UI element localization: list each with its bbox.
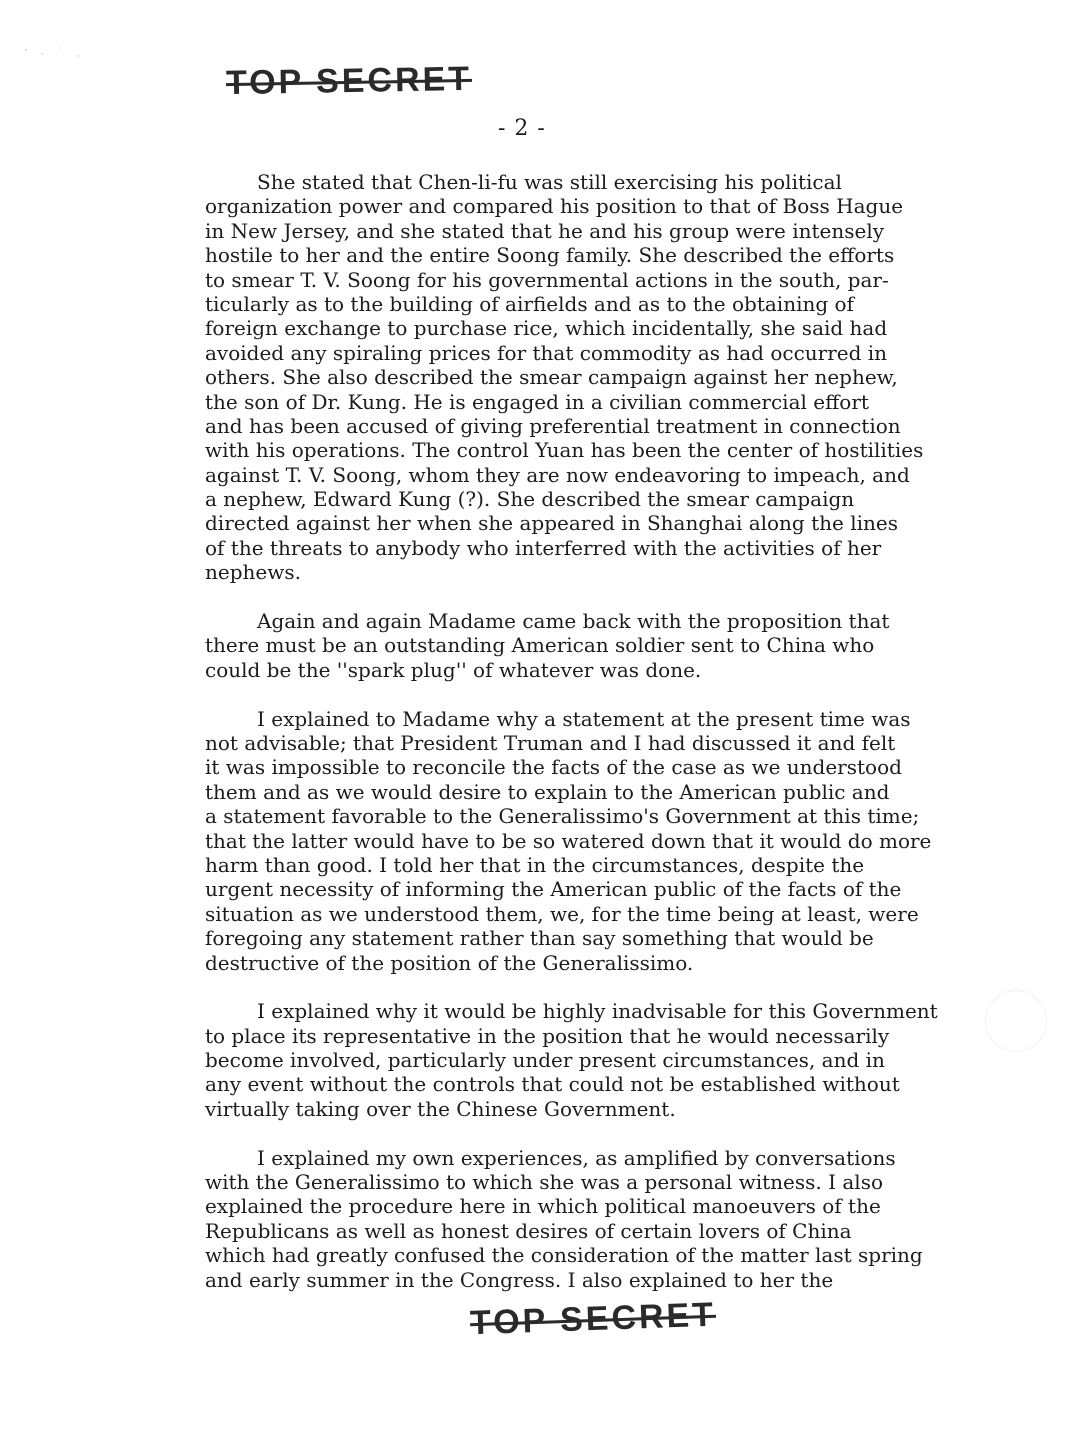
text-line: the son of Dr. Kung. He is engaged in a civilian commercial effort [205, 389, 869, 414]
paragraph-gap [205, 975, 1005, 999]
text-line: avoided any spiraling prices for that commodity as had occurred in [205, 340, 888, 365]
text-line: I explained to Madame why a statement at the present time was [257, 706, 911, 731]
text-line: ticularly as to the building of airfields and as to the obtaining of [205, 291, 854, 316]
paragraph-gap [205, 1121, 1005, 1145]
text-line: to place its representative in the position that he would necessarily [205, 1023, 890, 1048]
text-line: not advisable; that President Truman and I had discussed it and felt [205, 730, 896, 755]
paragraph-4 [205, 999, 1005, 1121]
text-line: Republicans as well as honest desires of certain lovers of China [205, 1218, 852, 1243]
text-line: and early summer in the Congress. I also explained to her the [205, 1267, 834, 1292]
paragraph-gap [205, 682, 1005, 706]
text-line: and has been accused of giving preferential treatment in connection [205, 413, 901, 438]
text-line: them and as we would desire to explain to the American public and [205, 779, 890, 804]
text-line: urgent necessity of informing the American public of the facts of the [205, 877, 902, 902]
text-line: destructive of the position of the Generalissimo. [205, 950, 694, 975]
text-line: harm than good. I told her that in the circumstances, despite the [205, 852, 865, 877]
text-line: become involved, particularly under present circumstances, and in [205, 1048, 885, 1073]
text-line: a statement favorable to the Generalissimo's Government at this time; [205, 804, 920, 829]
memo-body [205, 170, 1005, 1292]
paragraph-1 [205, 170, 1005, 585]
paragraph-2 [205, 609, 1005, 682]
text-line: virtually taking over the Chinese Government. [205, 1096, 676, 1121]
page-number: - 2 - [498, 116, 546, 141]
text-line: explained the procedure here in which political manoeuvers of the [205, 1194, 881, 1219]
scan-specks [20, 30, 100, 60]
text-line: She stated that Chen-li-fu was still exercising his political [257, 170, 842, 194]
text-line: organization power and compared his position to that of Boss Hague [205, 194, 904, 219]
top-secret-stamp-footer: TOP SECRET [469, 1295, 717, 1343]
text-line: Again and again Madame came back with the proposition that [257, 609, 890, 634]
text-line: there must be an outstanding American soldier sent to China who [205, 633, 875, 658]
text-line: to smear T. V. Soong for his governmental actions in the south, par- [205, 267, 889, 292]
text-line: it was impossible to reconcile the facts of the case as we understood [205, 755, 902, 780]
text-line: hostile to her and the entire Soong family. She described the efforts [205, 243, 895, 268]
faint-seal-impression [985, 990, 1047, 1052]
text-line: situation as we understood them, we, for the time being at least, were [205, 901, 919, 926]
text-line: foregoing any statement rather than say something that would be [205, 926, 874, 951]
text-line: nephews. [205, 560, 301, 585]
paragraph-3 [205, 707, 1005, 975]
text-line: which had greatly confused the consideration of the matter last spring [205, 1243, 923, 1268]
text-line: that the latter would have to be so watered down that it would do more [205, 828, 932, 853]
text-line: any event without the controls that could not be established without [205, 1072, 900, 1097]
text-line: in New Jersey, and she stated that he and his group were intensely [205, 218, 885, 243]
text-line: directed against her when she appeared in Shanghai along the lines [205, 511, 898, 536]
top-secret-stamp-header: TOP SECRET [225, 59, 473, 103]
text-line: I explained why it would be highly inadvisable for this Government [257, 999, 938, 1024]
text-line: of the threats to anybody who interferred with the activities of her [205, 535, 882, 560]
text-line: with the Generalissimo to which she was a personal witness. I also [205, 1170, 884, 1195]
text-line: others. She also described the smear campaign against her nephew, [205, 365, 898, 390]
text-line: with his operations. The control Yuan has been the center of hostilities [205, 438, 924, 463]
paragraph-gap [205, 585, 1005, 609]
text-line: a nephew, Edward Kung (?). She described the smear campaign [205, 487, 855, 512]
paragraph-5 [205, 1146, 1005, 1292]
text-line: against T. V. Soong, whom they are now endeavoring to impeach, and [205, 462, 910, 487]
text-line: could be the ''spark plug'' of whatever was done. [205, 657, 702, 682]
text-line: I explained my own experiences, as amplified by conversations [257, 1145, 896, 1170]
text-line: foreign exchange to purchase rice, which incidentally, she said had [205, 316, 888, 341]
